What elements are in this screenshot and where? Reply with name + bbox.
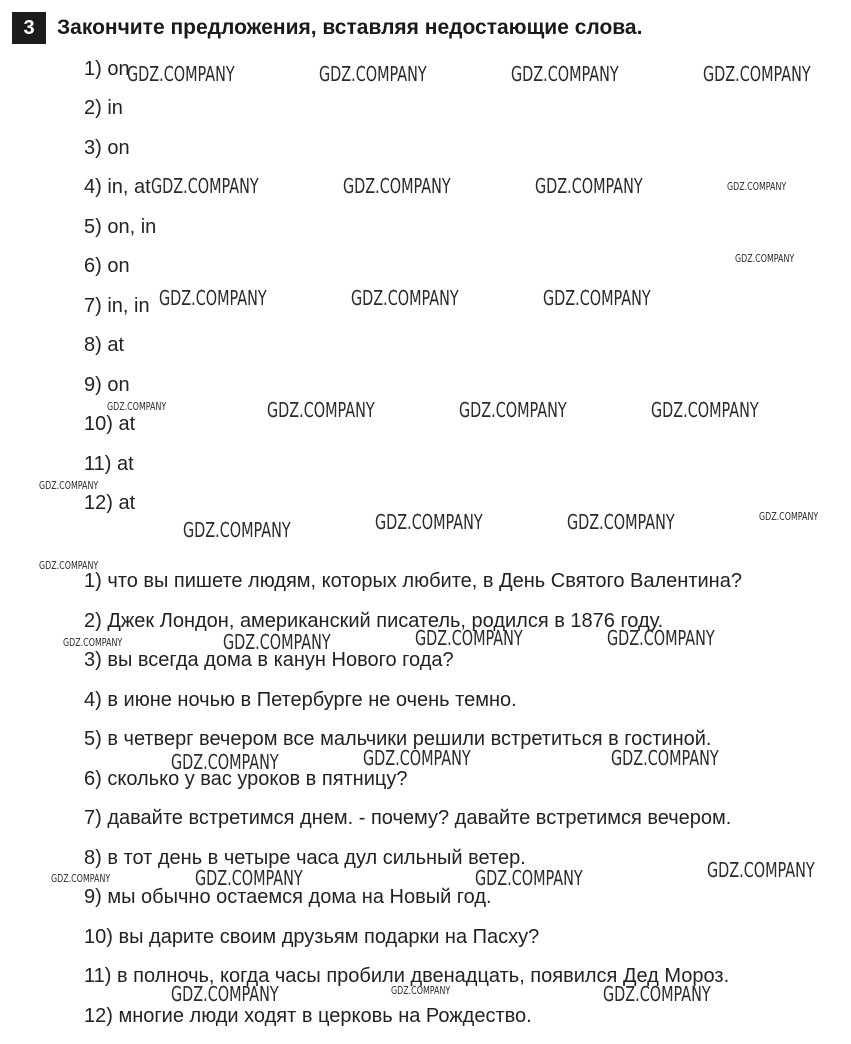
watermark: GDZ.COMPANY xyxy=(727,180,787,193)
watermark: GDZ.COMPANY xyxy=(475,866,583,890)
translation-line: 8) в тот день в четыре часа дул сильный ветер. xyxy=(84,847,526,869)
task-title: Закончите предложения, вставляя недостающие слова. xyxy=(57,16,643,39)
answer-line: 2) in xyxy=(84,97,123,119)
answer-line: 3) on xyxy=(84,137,130,159)
translation-line: 1) что вы пишете людям, которых любите, в День Святого Валентина? xyxy=(84,570,742,592)
watermark: GDZ.COMPANY xyxy=(319,62,427,86)
translation-line: 7) давайте встретимся днем. - почему? давайте встретимся вечером. xyxy=(84,807,732,829)
watermark: GDZ.COMPANY xyxy=(415,626,523,650)
translation-line: 12) многие люди ходят в церковь на Рождество. xyxy=(84,1005,532,1027)
translation-line: 9) мы обычно остаемся дома на Новый год. xyxy=(84,886,492,908)
translation-line: 6) сколько у вас уроков в пятницу? xyxy=(84,768,408,790)
answer-line: 7) in, in xyxy=(84,295,150,317)
watermark: GDZ.COMPANY xyxy=(735,252,795,265)
answer-line: 8) at xyxy=(84,334,125,356)
watermark: GDZ.COMPANY xyxy=(703,62,811,86)
watermark: GDZ.COMPANY xyxy=(567,510,675,534)
translation-line: 3) вы всегда дома в канун Нового года? xyxy=(84,649,454,671)
answer-line: 6) on xyxy=(84,255,130,277)
translation-line: 10) вы дарите своим друзьям подарки на Пасху? xyxy=(84,926,540,948)
watermark: GDZ.COMPANY xyxy=(363,746,471,770)
task-number-badge: 3 xyxy=(12,12,46,44)
watermark: GDZ.COMPANY xyxy=(459,398,567,422)
watermark: GDZ.COMPANY xyxy=(375,510,483,534)
watermark: GDZ.COMPANY xyxy=(651,398,759,422)
translation-line: 5) в четверг вечером все мальчики решили встретиться в гостиной. xyxy=(84,728,712,750)
watermark: GDZ.COMPANY xyxy=(195,866,303,890)
watermark: GDZ.COMPANY xyxy=(607,626,715,650)
translation-line: 4) в июне ночью в Петербурге не очень темно. xyxy=(84,689,517,711)
watermark: GDZ.COMPANY xyxy=(107,400,167,413)
watermark: GDZ.COMPANY xyxy=(511,62,619,86)
watermark: GDZ.COMPANY xyxy=(707,858,815,882)
watermark: GDZ.COMPANY xyxy=(159,286,267,310)
watermark: GDZ.COMPANY xyxy=(603,982,711,1006)
watermark: GDZ.COMPANY xyxy=(223,630,331,654)
watermark: GDZ.COMPANY xyxy=(759,510,819,523)
watermark: GDZ.COMPANY xyxy=(543,286,651,310)
translation-line: 2) Джек Лондон, американский писатель, родился в 1876 году. xyxy=(84,610,664,632)
watermark: GDZ.COMPANY xyxy=(535,174,643,198)
answer-line: 12) at xyxy=(84,492,136,514)
watermark: GDZ.COMPANY xyxy=(183,518,291,542)
answer-line: 10) at xyxy=(84,413,136,435)
translation-line: 11) в полночь, когда часы пробили двенадцать, появился Дед Мороз. xyxy=(84,965,730,987)
answer-line: 5) on, in xyxy=(84,216,157,238)
watermark: GDZ.COMPANY xyxy=(267,398,375,422)
answer-line: 4) in, at xyxy=(84,176,151,198)
watermark: GDZ.COMPANY xyxy=(127,62,235,86)
watermark: GDZ.COMPANY xyxy=(51,872,111,885)
watermark: GDZ.COMPANY xyxy=(171,750,279,774)
watermark: GDZ.COMPANY xyxy=(63,636,123,649)
watermark: GDZ.COMPANY xyxy=(391,984,451,997)
watermark: GDZ.COMPANY xyxy=(151,174,259,198)
watermark: GDZ.COMPANY xyxy=(343,174,451,198)
watermark: GDZ.COMPANY xyxy=(611,746,719,770)
watermark: GDZ.COMPANY xyxy=(351,286,459,310)
watermark: GDZ.COMPANY xyxy=(171,982,279,1006)
answer-line: 1) on xyxy=(84,58,130,80)
answer-line: 11) at xyxy=(84,453,134,475)
answer-line: 9) on xyxy=(84,374,130,396)
watermark: GDZ.COMPANY xyxy=(39,479,99,492)
watermark: GDZ.COMPANY xyxy=(39,559,99,572)
